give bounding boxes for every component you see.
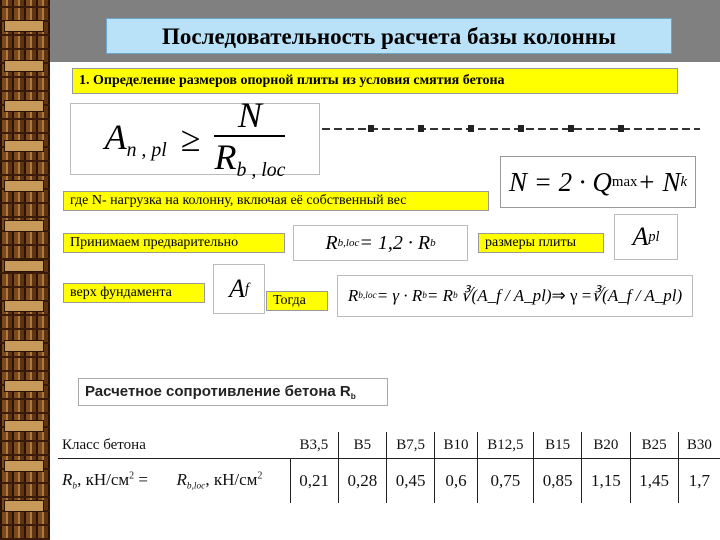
class-cell: B5 <box>338 432 386 459</box>
value-cell: 0,28 <box>338 459 386 504</box>
table-row <box>58 459 720 504</box>
value-cell: 0,75 <box>477 459 533 504</box>
f1-lhs: $A_{n , pl}$ <box>104 117 167 161</box>
formula-af: A f <box>213 264 265 314</box>
rbloc-label: $R_{b,loc}$, $кН/см^2$ <box>176 470 263 492</box>
then-text: Тогда <box>266 291 328 311</box>
class-cell: B12,5 <box>477 432 533 459</box>
class-cell: B25 <box>630 432 678 459</box>
concrete-strength-table <box>58 432 720 540</box>
dashed-divider <box>322 128 700 130</box>
formula-rbloc-prelim: R b,loc = 1,2 · R b <box>293 225 468 261</box>
table-row <box>58 432 720 459</box>
step-1-heading: 1. Определение размеров опорной плиты из условия смятия бетона <box>72 68 678 94</box>
strength-heading: Расчетное сопротивление бетона $R_b$ <box>78 378 388 406</box>
value-cell: 0,6 <box>435 459 477 504</box>
value-cell: 1,15 <box>582 459 630 504</box>
value-cell: 1,7 <box>678 459 720 504</box>
prelim-text: Принимаем предварительно <box>63 233 285 253</box>
formula-plate-area <box>70 95 320 182</box>
class-cell: B15 <box>534 432 582 459</box>
formula-load: N = 2 · Q max + N k <box>500 156 696 208</box>
formula-gamma: R b,loc = γ · R b = R b ∛(A_f / A_pl) ⇒ γ = ∛(A_f / A_pl) <box>337 275 693 317</box>
where-n-text: где N- нагрузка на колонну, включая её собственный вес <box>63 191 489 211</box>
rb-label: $R_b$, $кН/см^2$ = <box>62 470 148 492</box>
class-cell: B3,5 <box>290 432 338 459</box>
class-cell: B7,5 <box>387 432 435 459</box>
value-cell: 0,21 <box>290 459 338 504</box>
class-cell: B10 <box>435 432 477 459</box>
slide-title: Последовательность расчета базы колонны <box>106 18 672 54</box>
decorative-side-strip <box>0 0 50 540</box>
class-label: Класс бетона <box>58 432 290 459</box>
f1-relation: ≥ <box>180 119 201 159</box>
f1-fraction: N $R_{b , loc}$ <box>214 95 286 182</box>
foundation-top-text: верх фундамента <box>63 283 205 303</box>
value-cell: 0,45 <box>387 459 435 504</box>
formula-apl: A pl <box>614 214 678 260</box>
value-cell: 0,85 <box>534 459 582 504</box>
class-cell: B20 <box>582 432 630 459</box>
value-cell: 1,45 <box>630 459 678 504</box>
plate-dims-text: размеры плиты <box>478 233 604 253</box>
class-cell: B30 <box>678 432 720 459</box>
